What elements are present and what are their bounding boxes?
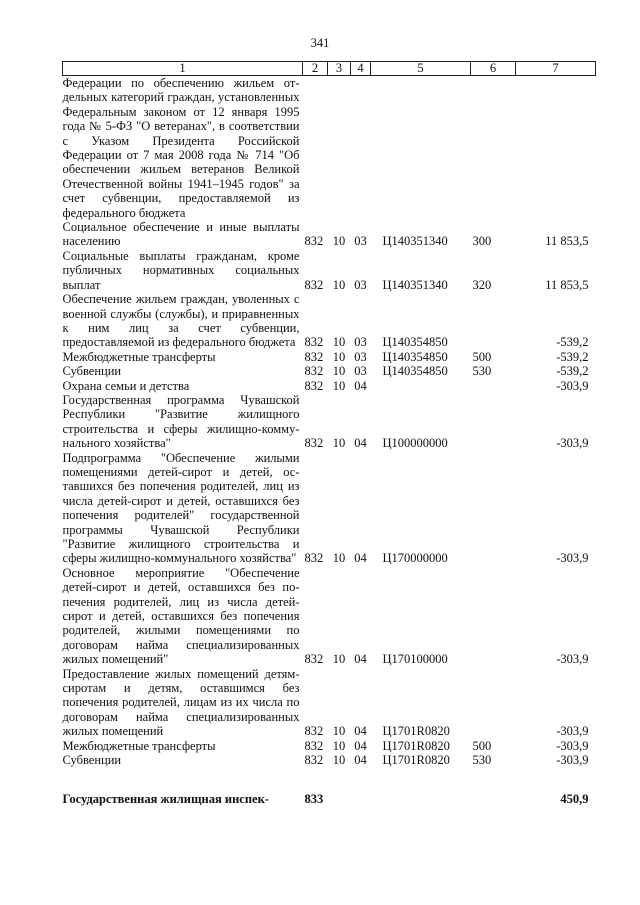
table-row [63, 76, 596, 221]
row-amount: -303,9 [556, 652, 589, 667]
row-name: Социальные выплаты гражданам, кроме публичных нормативных социальных выплат [62, 248, 300, 292]
table-body [63, 76, 596, 806]
header-col-6: 6 [471, 62, 516, 76]
row-section: 10 [332, 738, 346, 753]
row-target: Ц140351340 [382, 234, 448, 249]
row-ministry: 832 [304, 738, 324, 753]
row-section [328, 792, 351, 806]
table-row [63, 292, 596, 350]
row-ministry: 832 [304, 436, 324, 451]
row-subsection: 03 [354, 277, 367, 292]
row-section: 10 [332, 378, 346, 393]
header-col-2: 2 [303, 62, 328, 76]
row-target: Ц140354850 [382, 364, 448, 379]
row-expense-type [471, 76, 516, 221]
row-subsection: 03 [354, 234, 367, 249]
row-ministry: 832 [304, 234, 324, 249]
row-name: Государственная жилищная инспек- [62, 791, 269, 806]
row-target: Ц100000000 [382, 436, 448, 451]
row-name: Субвенции [62, 364, 122, 379]
table-header [63, 62, 596, 76]
header-col-7: 7 [516, 62, 596, 76]
row-ministry: 832 [304, 652, 324, 667]
row-amount: -539,2 [556, 335, 589, 350]
row-name: Федерации по обеспечению жильем отдельных категорий граждан, установленных Федеральным законом от 12 января 1995 года № 5-ФЗ "О ветеранах", в соответствии с Указом Президента Российской Федерации от 7 мая 2008 года № 714 "Об обеспечении жильем ветеранов Великой Отечественной войны 1941–1945 годов" за счет субвенции, предоставляемой из федерального бюджета [62, 76, 300, 220]
row-subsection: 03 [354, 364, 367, 379]
row-subsection [351, 76, 371, 221]
row-subsection: 04 [354, 436, 367, 451]
row-ministry: 832 [304, 349, 324, 364]
row-amount: -303,9 [556, 724, 589, 739]
row-name: Государственная программа Чувашской Республики "Развитие жилищного строительства и сферы жилищно-коммунального хозяйства" [62, 392, 300, 451]
row-name: Основное мероприятие "Обеспечение детей-сирот и детей, оставшихся без попечения родителей, лиц из числа детей-сирот и детей, оставшихся без попечения родителей, жилыми помещениями по договорам найма специализированных жилых помещений" [62, 565, 300, 667]
row-amount: -303,9 [556, 436, 589, 451]
row-section: 10 [332, 436, 346, 451]
row-amount: -539,2 [556, 349, 589, 364]
row-amount: 11 853,5 [545, 234, 589, 249]
row-expense-type: 530 [472, 364, 492, 379]
row-expense-type [471, 292, 516, 350]
header-col-3: 3 [328, 62, 351, 76]
row-amount [516, 76, 596, 221]
table-row [63, 792, 596, 806]
row-target: Ц140354850 [382, 335, 448, 350]
row-name: Подпрограмма "Обеспечение жилыми помещениями детей-сирот и детей, оставшихся без попечения родителей, лиц из числа детей-сирот и детей, оставшихся без попечения родителей" государственной программы Чувашской Республики "Развитие жилищного строительства и сферы жилищно-коммунального хозяйства" [62, 450, 300, 566]
row-subsection [351, 792, 371, 806]
page-number: 341 [310, 36, 330, 50]
row-amount: -303,9 [556, 738, 589, 753]
row-target [371, 792, 471, 806]
row-section: 10 [332, 652, 346, 667]
row-target: Ц170000000 [382, 551, 448, 566]
row-amount: -303,9 [556, 551, 589, 566]
row-amount: -303,9 [556, 753, 589, 768]
row-ministry: 832 [304, 551, 324, 566]
row-expense-type: 500 [472, 738, 492, 753]
row-section: 10 [332, 753, 346, 768]
row-subsection: 04 [354, 551, 367, 566]
row-target [371, 379, 471, 393]
row-expense-type [471, 792, 516, 806]
budget-table [62, 61, 596, 806]
row-section [328, 76, 351, 221]
row-expense-type [471, 667, 516, 739]
table-row [63, 566, 596, 667]
table-row [63, 739, 596, 753]
row-expense-type: 500 [472, 349, 492, 364]
table-row [63, 667, 596, 739]
row-expense-type [471, 379, 516, 393]
row-name: Межбюджетные трансферты [62, 349, 216, 364]
table-row [63, 753, 596, 767]
row-ministry: 832 [304, 364, 324, 379]
row-target: Ц1701R0820 [382, 753, 450, 768]
row-section: 10 [332, 551, 346, 566]
table-row [63, 393, 596, 451]
row-expense-type: 300 [472, 234, 492, 249]
row-ministry: 832 [304, 335, 324, 350]
header-col-1: 1 [63, 62, 303, 76]
row-section: 10 [332, 349, 346, 364]
row-section: 10 [332, 724, 346, 739]
row-amount: 450,9 [560, 791, 589, 806]
row-target: Ц1701R0820 [382, 724, 450, 739]
table-row [63, 379, 596, 393]
row-subsection: 03 [354, 349, 367, 364]
row-subsection: 04 [354, 753, 367, 768]
table-row [63, 364, 596, 378]
row-target: Ц1701R0820 [382, 738, 450, 753]
row-target: Ц140351340 [382, 277, 448, 292]
row-subsection: 04 [354, 724, 367, 739]
row-target: Ц140354850 [382, 349, 448, 364]
table-row [63, 451, 596, 566]
row-subsection: 03 [354, 335, 367, 350]
header-row [63, 62, 596, 76]
table-row [63, 220, 596, 249]
header-col-4: 4 [351, 62, 371, 76]
row-section: 10 [332, 335, 346, 350]
row-section: 10 [332, 234, 346, 249]
row-name: Обеспечение жильем граждан, уволенных с военной службы (службы), и приравненных к ним лиц за счет субвенции, предоставляемой из федерального бюджета [62, 292, 300, 350]
row-ministry: 833 [304, 791, 324, 806]
row-subsection: 04 [354, 378, 367, 393]
row-name: Социальное обеспечение и иные выплаты населению [62, 220, 300, 249]
row-subsection: 04 [354, 652, 367, 667]
table-row [63, 249, 596, 292]
row-expense-type: 530 [472, 753, 492, 768]
row-ministry: 832 [304, 277, 324, 292]
row-expense-type [471, 566, 516, 667]
row-ministry [303, 76, 328, 221]
row-target: Ц170100000 [382, 652, 448, 667]
row-ministry: 832 [304, 724, 324, 739]
row-name: Охрана семьи и детства [62, 378, 190, 393]
table-row [63, 350, 596, 364]
row-target [371, 76, 471, 221]
row-section: 10 [332, 364, 346, 379]
row-expense-type [471, 393, 516, 451]
row-name: Субвенции [62, 753, 122, 768]
row-expense-type: 320 [472, 277, 492, 292]
row-ministry: 832 [304, 378, 324, 393]
row-subsection: 04 [354, 738, 367, 753]
row-amount: -539,2 [556, 364, 589, 379]
row-name: Предоставление жилых помещений детям-сиротам и детям, оставшимся без попечения родителей, лицам из их числа по договорам найма специализированных жилых помещений [62, 666, 300, 739]
row-ministry: 832 [304, 753, 324, 768]
row-expense-type [471, 451, 516, 566]
row-section: 10 [332, 277, 346, 292]
header-col-5: 5 [371, 62, 471, 76]
table-spacer [63, 768, 596, 792]
row-amount: -303,9 [556, 378, 589, 393]
row-name: Межбюджетные трансферты [62, 738, 216, 753]
row-amount: 11 853,5 [545, 277, 589, 292]
